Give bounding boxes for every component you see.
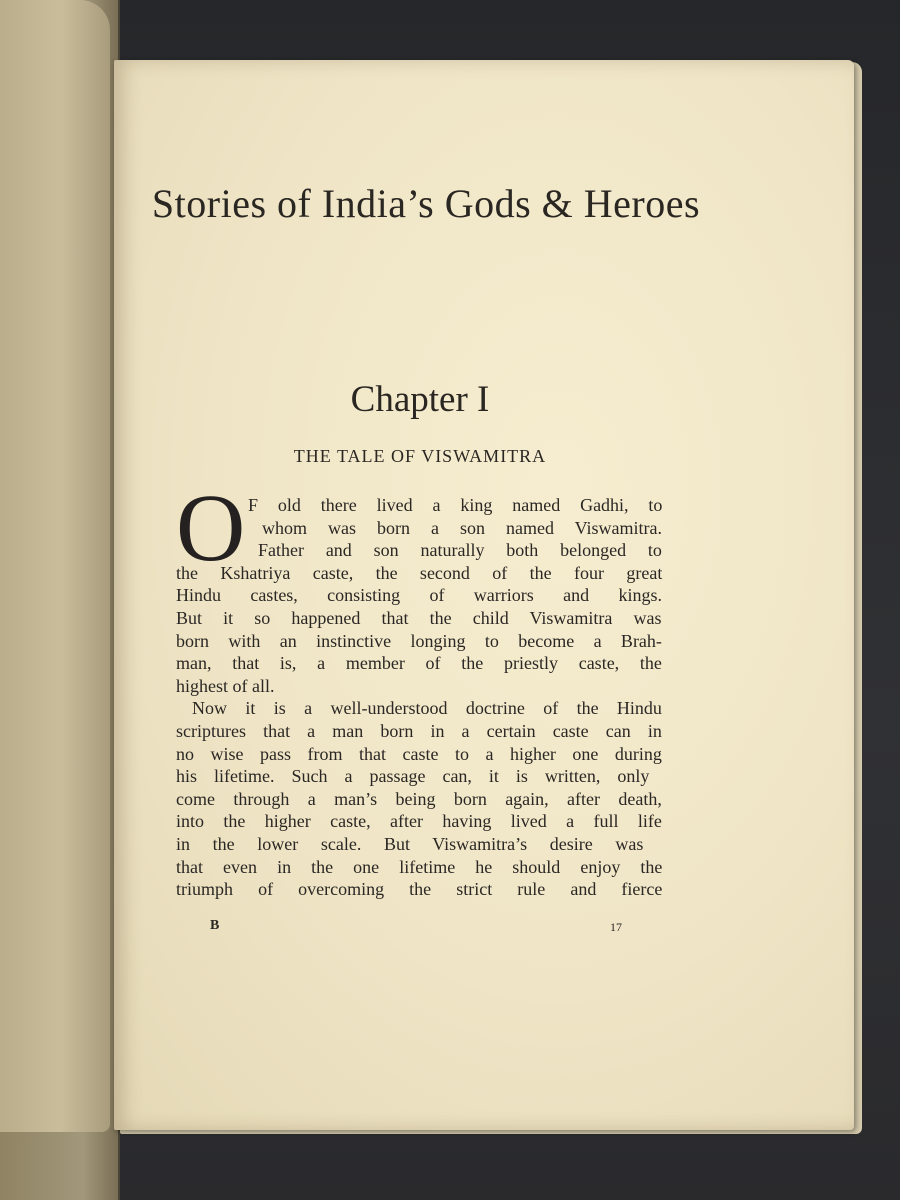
body-line: Now it is a well-understood doctrine of the Hindu bbox=[192, 698, 662, 719]
body-line: that even in the one lifetime he should enjoy the bbox=[176, 856, 663, 877]
drop-cap: O bbox=[176, 474, 246, 581]
body-line: But it so happened that the child Viswamitra was bbox=[176, 608, 662, 628]
body-line: whom was born a son named Viswamitra. bbox=[262, 517, 663, 538]
body-line: into the higher caste, after having lived a full life bbox=[176, 811, 662, 832]
body-line: no wise pass from that caste to a higher one during bbox=[176, 743, 662, 764]
book-title bbox=[86, 176, 766, 231]
body-line: man, that is, a member of the priestly caste, the bbox=[176, 653, 662, 674]
page-number: 17 bbox=[610, 920, 622, 934]
book-title-text: Stories of India’s Gods & Heroes bbox=[151, 181, 701, 226]
section-title: THE TALE OF VISWAMITRA bbox=[293, 446, 547, 466]
left-page-edge bbox=[0, 0, 110, 1132]
body-line: triumph of overcoming the strict rule and fierce bbox=[176, 879, 663, 900]
signature-mark: B bbox=[210, 918, 220, 933]
body-line: F old there lived a king named Gadhi, to bbox=[248, 495, 663, 515]
body-line: the Kshatriya caste, the second of the four great bbox=[176, 562, 663, 583]
body-line: his lifetime. Such a passage can, it is written, only bbox=[176, 766, 650, 787]
body-line: Hindu castes, consisting of warriors and kings. bbox=[176, 585, 662, 606]
body-line: highest of all. bbox=[176, 675, 275, 696]
body-line: come through a man’s being born again, after death, bbox=[176, 788, 662, 809]
body-line: Father and son naturally both belonged to bbox=[258, 540, 662, 561]
body-line: born with an instinctive longing to become a Brah- bbox=[176, 630, 662, 651]
body-line: scriptures that a man born in a certain caste can in bbox=[176, 721, 662, 741]
chapter-title: Chapter I bbox=[350, 379, 490, 420]
body-line: in the lower scale. But Viswamitra’s desire was bbox=[176, 834, 644, 854]
